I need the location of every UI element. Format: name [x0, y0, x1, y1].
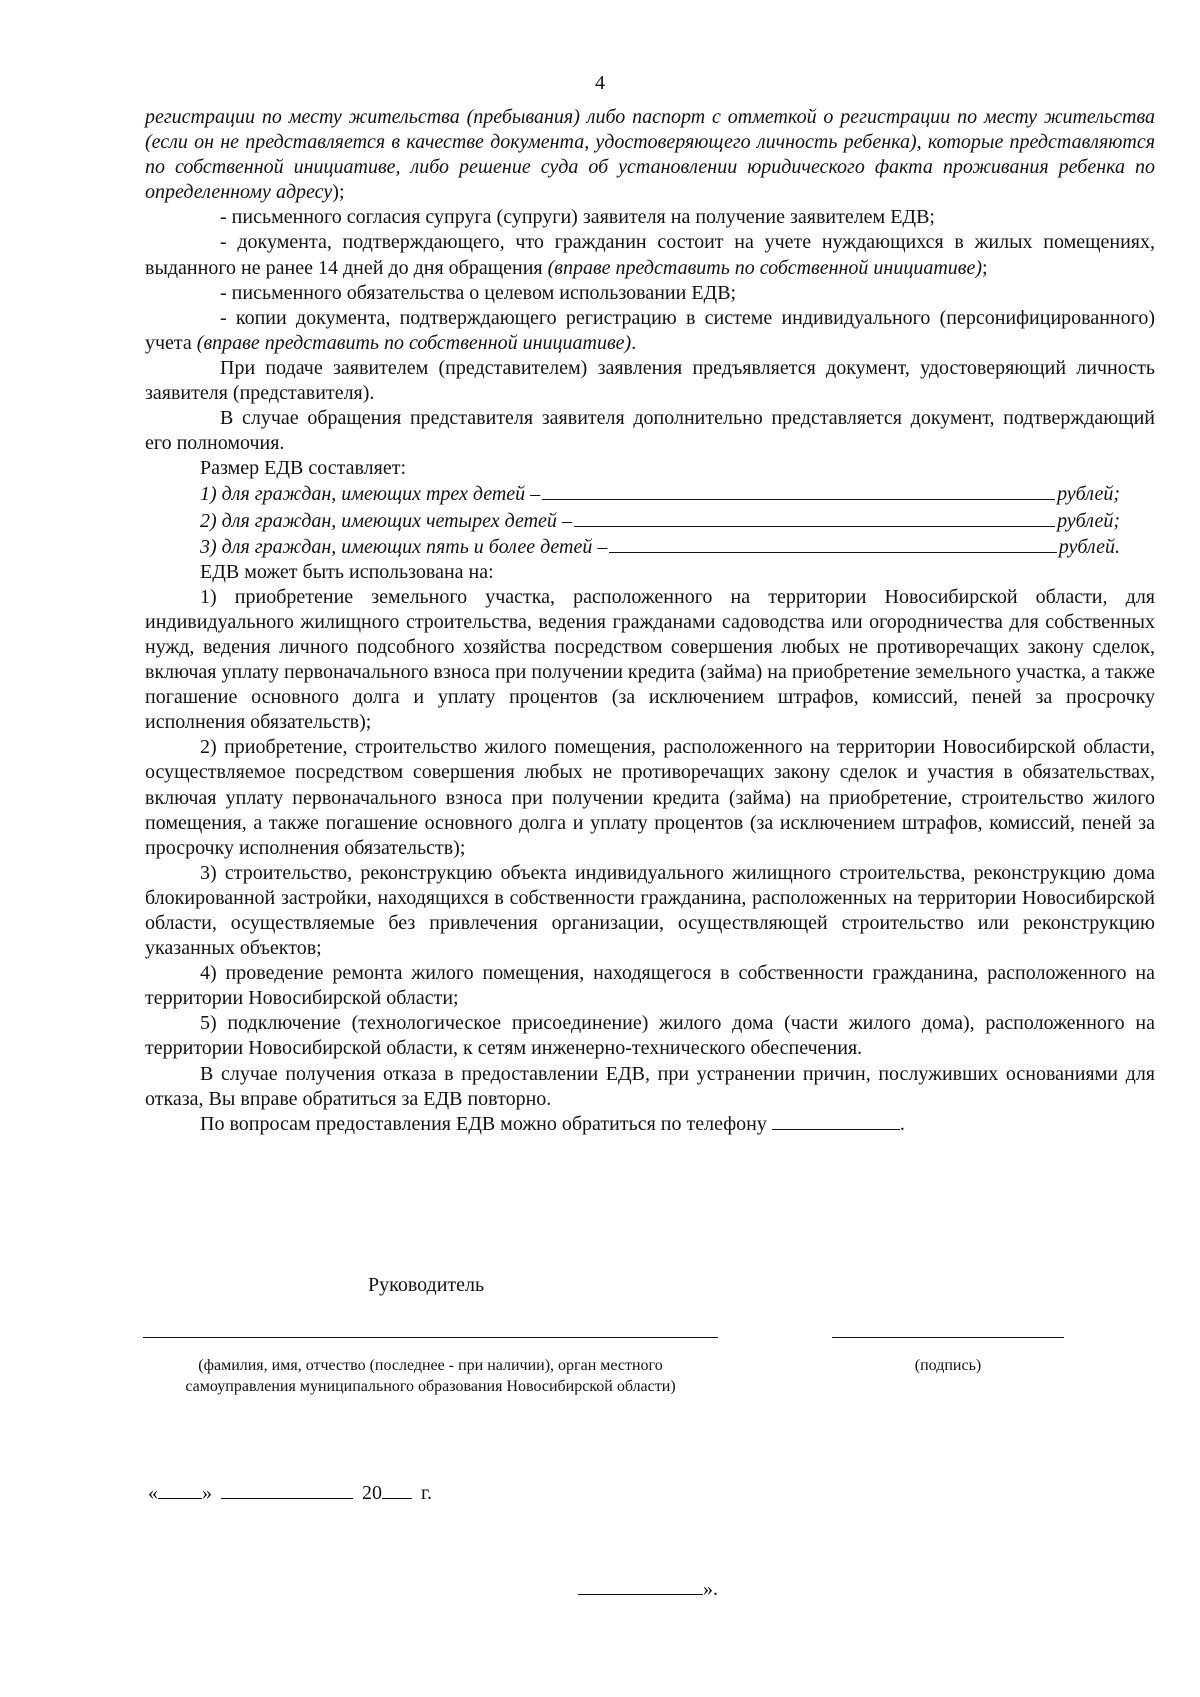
paragraph-usage-heading: ЕДВ может быть использована на:: [200, 560, 494, 583]
phone-blank[interactable]: [772, 1113, 900, 1130]
paragraph-spouse-consent: - письменного согласия супруга (супруги) заявителя на получение заявителем ЕДВ;: [220, 206, 935, 229]
name-line[interactable]: [143, 1337, 718, 1338]
signatory-title: Руководитель: [368, 1274, 485, 1296]
paragraph-refusal: В случае получения отказа в предоставлении ЕДВ, при устранении причин, послуживших основаниями для отказа, Вы вправе обратиться за ЕДВ повторно.: [145, 1062, 1155, 1110]
signature-line[interactable]: [832, 1337, 1064, 1338]
paragraph-usage-repair: 4) проведение ремонта жилого помещения, находящегося в собственности гражданина, расположенного на территории Новосибирской области;: [145, 962, 1155, 1010]
signature-caption: (подпись): [914, 1357, 982, 1374]
amount-blank[interactable]: [542, 481, 1055, 500]
date-line: « » 20 г.: [148, 1482, 432, 1504]
day-blank[interactable]: [158, 1480, 202, 1499]
paragraph-usage-land: 1) приобретение земельного участка, расположенного на территории Новосибирской области, для индивидуального жилищного строительства, ведения гражданами садоводства или огородничества для собственных нужд, ведения личного подсобного хозяйства посредством совершения любых не противоречащих закону сделок, включая уплату первоначального взноса при получении кредита (займа) на приобретение земельного участка, а также погашение основного долга и уплату процентов (за исключением штрафов, комиссий, пеней за просрочку исполнения обязательств);: [145, 585, 1155, 734]
paragraph-representative: В случае обращения представителя заявителя дополнительно представляется документ, подтверждающий его полномочия.: [145, 407, 1155, 455]
paragraph-documents-residence: регистрации по месту жительства (пребывания) либо паспорт с отметкой о регистрации по месту жительства (если он не представляется в качестве документа, удостоверяющего личность ребенка), которые представляются по собственной инициативе, либо решение суда об установлении юридического факта проживания ребенка по определенному адресу);: [145, 106, 1155, 204]
month-blank[interactable]: [221, 1480, 353, 1499]
italic-note: регистрации по месту жительства (пребывания) либо паспорт с отметкой о регистрации по месту жительства (если он не представляется в качестве документа, удостоверяющего личность ребенка), которые представляются по собственной инициативе, либо решение суда об установлении юридического факта проживания ребенка по определенному адресу: [145, 106, 1155, 204]
page-number: 4: [595, 72, 605, 94]
amount-row-four-children: 2) для граждан, имеющих четырех детей – рублей;: [200, 509, 1120, 532]
amount-blank[interactable]: [574, 508, 1055, 527]
amount-row-five-children: 3) для граждан, имеющих пять и более детей – рублей.: [200, 535, 1120, 558]
paragraph-usage-housing: 2) приобретение, строительство жилого помещения, расположенного на территории Новосибирской области, осуществляемое посредством совершения любых не противоречащих закону сделок и участия в обязательствах, включая уплату первоначального взноса при получении кредита (займа) на приобретение, строительство жилого помещения, а также погашение основного долга и уплату процентов (за исключением штрафов, комиссий, пеней за просрочку исполнения обязательств);: [145, 736, 1155, 859]
paragraph-obligation: - письменного обязательства о целевом использовании ЕДВ;: [220, 281, 737, 304]
paragraph-usage-construction: 3) строительство, реконструкцию объекта индивидуального жилищного строительства, реконструкцию дома блокированной застройки, находящихся в собственности гражданина, расположенных на территории Новосибирской области, осуществляемые без привлечения организации, осуществляющей строительство или реконструкцию указанных объектов;: [145, 861, 1155, 960]
year-blank[interactable]: [382, 1480, 412, 1499]
closing-line: ».: [578, 1576, 718, 1602]
amount-blank[interactable]: [609, 534, 1056, 553]
paragraph-housing-need: - документа, подтверждающего, что гражданин состоит на учете нуждающихся в жилых помещениях, выданного не ранее 14 дней до дня обращения (вправе представить по собственной инициативе);: [145, 231, 1155, 279]
amount-row-three-children: 1) для граждан, имеющих трех детей – рублей;: [200, 483, 1120, 506]
closing-blank[interactable]: [578, 1576, 703, 1595]
italic-note: (вправе представить по собственной инициативе): [547, 256, 983, 279]
letter-body: [145, 105, 1155, 1137]
italic-note: (вправе представить по собственной инициативе): [196, 331, 632, 354]
paragraph-amount-heading: Размер ЕДВ составляет:: [200, 457, 406, 480]
paragraph-usage-connection: 5) подключение (технологическое присоединение) жилого дома (части жилого дома), расположенного на территории Новосибирской области, к сетям инженерно-технического обеспечения.: [145, 1012, 1155, 1060]
paragraph-snils: - копии документа, подтверждающего регистрацию в системе индивидуального (персонифицированного) учета (вправе представить по собственной инициативе).: [145, 306, 1155, 354]
name-caption: (фамилия, имя, отчество (последнее - при наличии), орган местного самоуправления муниципального образования Новосибирской области): [185, 1357, 676, 1395]
paragraph-phone: По вопросам предоставления ЕДВ можно обратиться по телефону .: [200, 1112, 905, 1135]
paragraph-identity: При подаче заявителем (представителем) заявления предъявляется документ, удостоверяющий личность заявителя (представителя).: [145, 356, 1155, 405]
